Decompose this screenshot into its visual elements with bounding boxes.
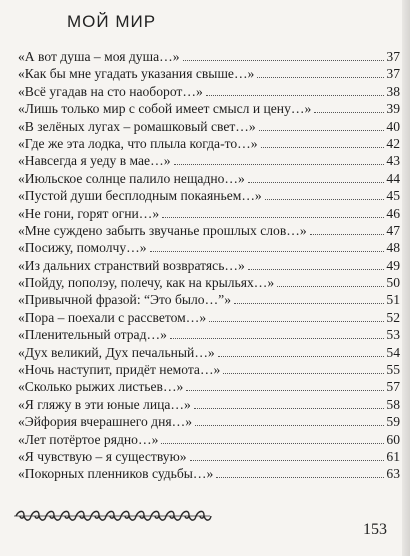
toc-entry-title: «Дух великий, Дух печальный…» [18, 344, 215, 360]
toc-entry-page: 39 [386, 101, 400, 117]
toc-dot-leader [261, 147, 385, 148]
toc-entry-title: «Пойду, пополэу, полечу, как на крыльях…» [18, 275, 275, 291]
toc-entry [18, 344, 400, 361]
toc-dot-leader [277, 286, 384, 287]
toc-entry-title: «Привычной фразой: “Это было…”» [18, 292, 232, 308]
toc-entry [18, 239, 400, 256]
toc-entry-title: «Я чувствую – я существую» [18, 448, 187, 464]
toc-dot-leader [248, 182, 385, 183]
toc-entry-page: 37 [386, 66, 400, 82]
toc-entry-title: «Лет потёртое рядно…» [18, 431, 159, 447]
toc-entry-page: 52 [386, 309, 400, 325]
toc-entry-page: 59 [386, 414, 400, 430]
toc-entry-title: «В зелёных лугах – ромашковый свет…» [18, 118, 256, 134]
toc-entry-page: 45 [386, 188, 400, 204]
toc-entry-page: 37 [386, 49, 400, 64]
toc-dot-leader [234, 303, 384, 304]
toc-entry-page: 38 [386, 83, 400, 99]
toc-entry-title: «Ночь наступит, придёт немота…» [18, 362, 221, 378]
toc-entry-title: «Пустой души бесплодным покаяньем…» [18, 188, 262, 204]
toc-entry [18, 448, 400, 465]
toc-dot-leader [248, 269, 385, 270]
toc-entry-page: 48 [386, 240, 400, 256]
toc-dot-leader [195, 425, 384, 426]
toc-dot-leader [265, 199, 385, 200]
toc-entry [18, 187, 400, 204]
toc-entry [18, 291, 400, 308]
toc-entry-title: «Я гляжу в эти юные лица…» [18, 396, 191, 412]
decorative-vine-ornament-icon [12, 508, 212, 524]
toc-entry-page: 57 [386, 379, 400, 395]
toc-entry-page: 46 [386, 205, 400, 221]
toc-dot-leader [216, 477, 384, 478]
toc-entry [18, 326, 400, 343]
toc-entry-page: 58 [386, 396, 400, 412]
toc-entry-page: 43 [386, 153, 400, 169]
toc-entry [18, 413, 400, 430]
toc-entry-page: 50 [386, 275, 400, 291]
table-of-contents [18, 48, 400, 483]
toc-entry [18, 431, 400, 448]
toc-entry [18, 274, 400, 291]
section-title: МОЙ МИР [67, 12, 157, 31]
toc-dot-leader [206, 95, 385, 96]
toc-entry [18, 396, 400, 413]
toc-entry-page: 44 [386, 170, 400, 186]
toc-entry-title: «Как бы мне угадать указания свыше…» [18, 66, 255, 82]
toc-entry [18, 378, 400, 395]
toc-dot-leader [186, 390, 384, 391]
toc-entry-page: 60 [386, 431, 400, 447]
toc-entry-page: 63 [386, 466, 400, 482]
toc-entry-page: 51 [386, 292, 400, 308]
toc-entry-title: «А вот душа – моя душа…» [18, 49, 180, 64]
toc-entry-title: «Июльское солнце палило нещадно…» [18, 170, 245, 186]
toc-entry-page: 54 [386, 344, 400, 360]
toc-entry-page: 53 [386, 327, 400, 343]
toc-entry [18, 222, 400, 239]
toc-entry-title: «Всё угадав на сто наоборот…» [18, 83, 203, 99]
toc-entry-title: «Посижу, помолчу…» [18, 240, 147, 256]
toc-entry-page: 49 [386, 257, 400, 273]
toc-entry-title: «Где же эта лодка, что плыла когда-то…» [18, 135, 258, 151]
toc-entry [18, 170, 400, 187]
toc-entry [18, 361, 400, 378]
toc-dot-leader [162, 217, 384, 218]
toc-entry-title: «Пленительный отрад…» [18, 327, 167, 343]
toc-entry-page: 61 [386, 448, 400, 464]
page-edge-shadow [402, 0, 410, 556]
toc-entry-page: 42 [386, 135, 400, 151]
toc-entry-title: «Пора – поехали с рассветом…» [18, 309, 207, 325]
toc-entry-title: «Лишь только мир с собой имеет смысл и цену…» [18, 101, 312, 117]
toc-dot-leader [310, 234, 385, 235]
toc-entry [18, 65, 400, 82]
toc-dot-leader [259, 130, 385, 131]
toc-dot-leader [190, 460, 385, 461]
toc-dot-leader [170, 338, 385, 339]
toc-entry [18, 48, 400, 65]
toc-entry [18, 309, 400, 326]
toc-entry [18, 152, 400, 169]
toc-dot-leader [209, 321, 384, 322]
toc-dot-leader [183, 60, 385, 61]
toc-dot-leader [161, 443, 384, 444]
page-number: 153 [363, 521, 387, 538]
toc-entry [18, 83, 400, 100]
toc-entry-title: «Покорных пленников судьбы…» [18, 466, 214, 482]
toc-entry-title: «Эйфория вчерашнего дня…» [18, 414, 193, 430]
toc-entry [18, 465, 400, 482]
toc-entry-title: «Сколько рыжих листьев…» [18, 379, 184, 395]
toc-entry-title: «Мне суждено забыть звучанье прошлых слов…» [18, 222, 307, 238]
toc-entry-page: 47 [386, 222, 400, 238]
toc-dot-leader [223, 373, 384, 374]
toc-dot-leader [218, 356, 385, 357]
toc-dot-leader [194, 408, 385, 409]
toc-dot-leader [314, 112, 384, 113]
toc-entry [18, 257, 400, 274]
toc-entry-title: «Из дальних странствий возвратясь…» [18, 257, 245, 273]
toc-entry-page: 40 [386, 118, 400, 134]
toc-entry [18, 100, 400, 117]
toc-entry-page: 55 [386, 362, 400, 378]
toc-dot-leader [174, 164, 385, 165]
toc-entry [18, 118, 400, 135]
toc-entry-title: «Навсегда я уеду в мае…» [18, 153, 171, 169]
toc-dot-leader [257, 77, 384, 78]
toc-entry-title: «Не гони, горят огни…» [18, 205, 160, 221]
toc-entry [18, 205, 400, 222]
toc-dot-leader [150, 251, 385, 252]
toc-entry [18, 135, 400, 152]
